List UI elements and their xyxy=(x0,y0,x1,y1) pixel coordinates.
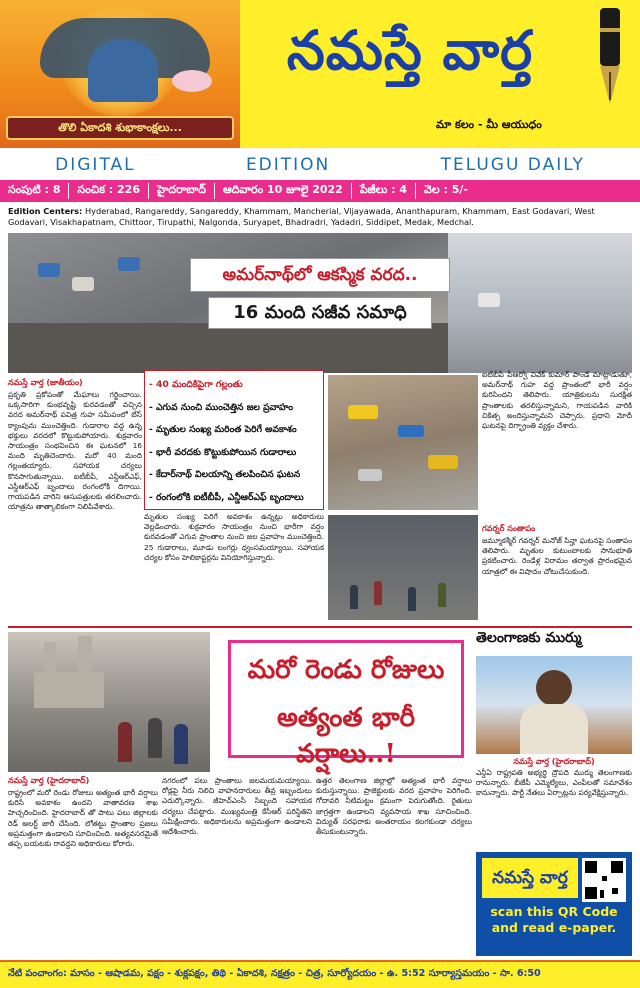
rain-headline-line-1: మరో రెండు రోజులు xyxy=(247,655,445,685)
rain-column-1: రాష్ట్రంలో మరో రెండు రోజులు అత్యంత భారీ వర్షాలు కురిసే అవకాశం ఉందని వాతావరణ శాఖ హెచ్చరించింది. హైదరాబాద్ తో పాటు పలు జిల్లాలకు రెడ్ అలర్ట్ జారీ చేసింది. లోతట్టు ప్రాంతాల ప్రజలు అప్రమత్తంగా ఉండాలని సూచించింది. అత్యవసరమైతే తప్ప బయటకు రావద్దని అధికారులు కోరారు. xyxy=(8,788,158,849)
digital-label: DIGITAL xyxy=(55,155,136,175)
rain-headline-line-2: అత్యంత భారీ వర్షాలు..! xyxy=(277,703,415,769)
lead-headline: అమర్‌నాథ్‌లో ఆకస్మిక వరద.. xyxy=(190,258,450,292)
qr-module xyxy=(612,888,618,894)
person xyxy=(174,724,188,764)
page-count: పేజీలు : 4 xyxy=(352,183,416,199)
person xyxy=(438,583,446,607)
issue-date: ఆదివారం 10 జూలై 2022 xyxy=(215,183,352,199)
qr-epaper-ad[interactable] xyxy=(476,852,632,956)
lead-column-5: జమ్మూకశ్మీర్ గవర్నర్ మనోజ్ సిన్హా ఘటనపై సంతాపం తెలిపారు. మృతుల కుటుంబాలకు సానుభూతి ప్రకటించారు. రెండేళ్ల విరామం తర్వాత ప్రారంభమైన యాత్రలో ఈ విషాదం చోటుచేసుకుంది. xyxy=(482,536,632,576)
snowy-mountain xyxy=(448,233,632,373)
lead-column-1: ప్రకృతి ప్రకోపంతో మేఘాలు గర్జించాయి. ఒక్కసారిగా కుంభవృష్టి కురవడంతో వచ్చిన వరద అమర్‌నాథ్ పవిత్ర గుహ సమీపంలో బేస్ క్యాంపును ముంచెత్తింది. గుడారాల వద్ద ఉన్న భక్తులు వరదలో కొట్టుకుపోయారు. శుక్రవారం సాయంత్రం సంభవించిన ఈ ఘటనలో 16 మంది మృతిచెందారు. మరో 40 మంది గల్లంతయ్యారు. సహాయక చర్యలు కొనసాగుతున్నాయి. ఐటీబీపీ, ఎన్డీఆర్ఎఫ్, ఎస్డీఆర్ఎఫ్ బృందాలు రంగంలోకి దిగాయి. గాయపడిన వారిని ఆసుపత్రులకు తరలించారు. యాత్రను తాత్కాలికంగా నిలిపివేశారు. xyxy=(8,390,142,512)
qr-finder xyxy=(611,861,623,873)
rescue-photo xyxy=(328,515,478,620)
highlight-item: - కేదార్‌నాథ్ విలయాన్ని తలపించిన ఘటన xyxy=(149,469,301,480)
portrait-head xyxy=(536,670,572,706)
highlight-item: - మృతుల సంఖ్య మరింత పెరిగే అవకాశం xyxy=(149,424,297,435)
price: వెల : 5/- xyxy=(424,183,468,196)
tent xyxy=(478,293,500,307)
murmu-byline: నమస్తే వార్త (హైదరాబాద్) xyxy=(513,757,595,766)
lead-column-2: మృతుల సంఖ్య పెరిగే అవకాశం ఉన్నట్లు అధికారులు వెల్లడించారు. శుక్రవారం సాయంత్రం నుంచి భారీగా వర్షం కురవడంతో ఎగువ ప్రాంతాల నుంచి జల ప్రవాహం ముంచెత్తింది. 25 గుడారాలు, మూడు లంగర్లు ధ్వంసమయ్యాయి. సహాయక చర్యల కోసం హెలికాప్టర్లను వినియోగిస్తున్నారు. xyxy=(144,512,324,562)
fountain-pen-icon xyxy=(590,8,630,108)
tent xyxy=(118,257,140,271)
person xyxy=(148,718,162,758)
issue-info-bar xyxy=(0,180,640,202)
murmu-photo xyxy=(476,656,632,754)
edition-label: EDITION xyxy=(245,155,331,175)
highlight-item: - రంగంలోకి ఐటీబీపీ, ఎన్డీఆర్ఎఫ్ బృందాలు xyxy=(149,491,304,503)
ad-logo: నమస్తే వార్త xyxy=(482,858,578,898)
qr-code[interactable] xyxy=(582,858,626,902)
masthead xyxy=(0,0,640,148)
tent xyxy=(358,469,382,481)
qr-instruction: scan this QR Code and read e-paper. xyxy=(490,904,618,935)
lead-byline: నమస్తే వార్త (జాతీయం) xyxy=(8,378,83,387)
murmu-headline: తెలంగాణకు ముర్ము xyxy=(476,630,582,646)
edition-centers-label: Edition Centers: xyxy=(8,206,83,216)
rubble-area xyxy=(8,323,448,373)
title-panel xyxy=(240,0,640,148)
qr-finder xyxy=(585,887,597,899)
charminar-building xyxy=(34,672,104,708)
qr-finder xyxy=(585,861,597,873)
newspaper-title: నమస్తే వార్త xyxy=(286,18,534,82)
city: హైదరాబాద్ xyxy=(149,183,215,199)
lotus-graphic xyxy=(172,70,212,92)
qr-module xyxy=(602,876,607,881)
qr-module xyxy=(600,890,604,898)
language-label: TELUGU DAILY xyxy=(440,155,585,175)
tent xyxy=(428,455,458,469)
greeting-banner: తొలి ఏకాదశి శుభాకాంక్షలు... xyxy=(6,116,234,140)
section-divider xyxy=(8,626,632,628)
edition-centers-list: Hyderabad, Rangareddy, Sangareddy, Khammam, Mancherial, Vijayawada, Ananthapuram, Khammam, East Godavari, West Godavari, Visakhapatnam, Chittoor, Tirupathi, Nalgonda, Suryapet, Bhadradri, Yadadri, Siddipet, Medak, Medchal. xyxy=(8,206,595,227)
tent xyxy=(38,263,60,277)
lead-column-4: ఐటీబీపీ పీఆర్వో వివేక్ కుమార్ పాండే మాట్లాడుతూ, అమర్‌నాథ్ గుహ వద్ద ప్రాంతంలో భారీ వర్షం కురిసిందని తెలిపారు. యాత్రికులను సురక్షిత ప్రాంతాలకు తరలిస్తున్నామని, గాయపడిన వారికి చికిత్స అందిస్తున్నామని చెప్పారు. ప్రధాని మోదీ ఘటనపై దిగ్భ్రాంతి వ్యక్తం చేశారు. xyxy=(482,370,632,431)
lead-subheadline: 16 మంది సజీవ సమాధి xyxy=(208,297,432,329)
person xyxy=(408,587,416,611)
person xyxy=(374,581,382,605)
lead-subhead-governor: గవర్నర్ సంతాపం xyxy=(482,524,536,533)
edition-centers xyxy=(8,206,636,228)
murmu-text: ఎన్డీఏ రాష్ట్రపతి అభ్యర్థి ద్రౌపది ముర్ము తెలంగాణకు రానున్నారు. బీజేపీ ఎమ్మెల్యేలు, ఎంపీలతో సమావేశం కానున్నారు. పార్టీ నేతలు ఏర్పాట్లను పర్యవేక్షిస్తున్నారు. xyxy=(476,768,632,798)
deity-figure xyxy=(88,40,158,102)
rain-headline-box xyxy=(228,640,464,769)
highlights-box xyxy=(144,370,324,510)
panchangam-footer: నేటి పంచాంగం: మాసం - ఆషాడమ, పక్షం - శుక్లపక్షం, తిథి - ఏకాదశి, నక్షత్రం - చిత్ర, సూర్యోదయం - ఉ. 5:52 సూర్యాస్తమయం - సా. 6:50 xyxy=(0,960,640,988)
tagline: మా కలం - మీ ఆయుధం xyxy=(436,118,542,131)
rain-column-3: ఉత్తర తెలంగాణ జిల్లాల్లో అత్యంత భారీ వర్షాలు కురుస్తున్నాయి. ప్రాజెక్టులకు వరద ప్రవాహం పెరిగింది. గోదావరి నీటిమట్టం క్రమంగా పెరుగుతోంది. రైతులు జాగ్రత్తగా ఉండాలని వ్యవసాయ శాఖ సూచించింది. విద్యుత్ సరఫరాకు అంతరాయం కలగకుండా చర్యలు తీసుకుంటున్నారు. xyxy=(316,776,472,837)
digital-edition-strip xyxy=(0,152,640,178)
highlight-item: - 40 మందికిపైగా గల్లంతు xyxy=(149,379,243,390)
tent xyxy=(348,405,378,419)
rain-column-2: నగరంలో పలు ప్రాంతాలు జలమయమయ్యాయి. రోడ్లపై నీరు నిలిచి వాహనదారులు తీవ్ర ఇబ్బందులు ఎదుర్కొన్నారు. జీహెచ్ఎంసీ సిబ్బంది సహాయక చర్యలు చేపట్టారు. ముఖ్యమంత్రి కేసీఆర్ పరిస్థితిని సమీక్షించారు. అధికారులను అప్రమత్తంగా ఉండాలని ఆదేశించారు. xyxy=(162,776,312,837)
deity-illustration xyxy=(0,0,240,148)
portrait-body xyxy=(520,704,588,754)
issue-number: సంచిక : 226 xyxy=(69,183,149,199)
volume-number: సంపుటి : 8 xyxy=(0,183,69,199)
rain-street-photo xyxy=(8,632,210,772)
tent xyxy=(72,277,94,291)
highlight-item: - ఎగువ నుంచి ముంచెత్తిన జల ప్రవాహం xyxy=(149,401,294,413)
highlight-item: - భారీ వరదకు కొట్టుకుపోయిన గుడారాలు xyxy=(149,446,297,458)
rain-byline: నమస్తే వార్త (హైదరాబాద్) xyxy=(8,776,90,785)
camp-photo xyxy=(328,375,478,510)
person xyxy=(118,722,132,762)
tent xyxy=(398,425,424,437)
person xyxy=(350,585,358,609)
